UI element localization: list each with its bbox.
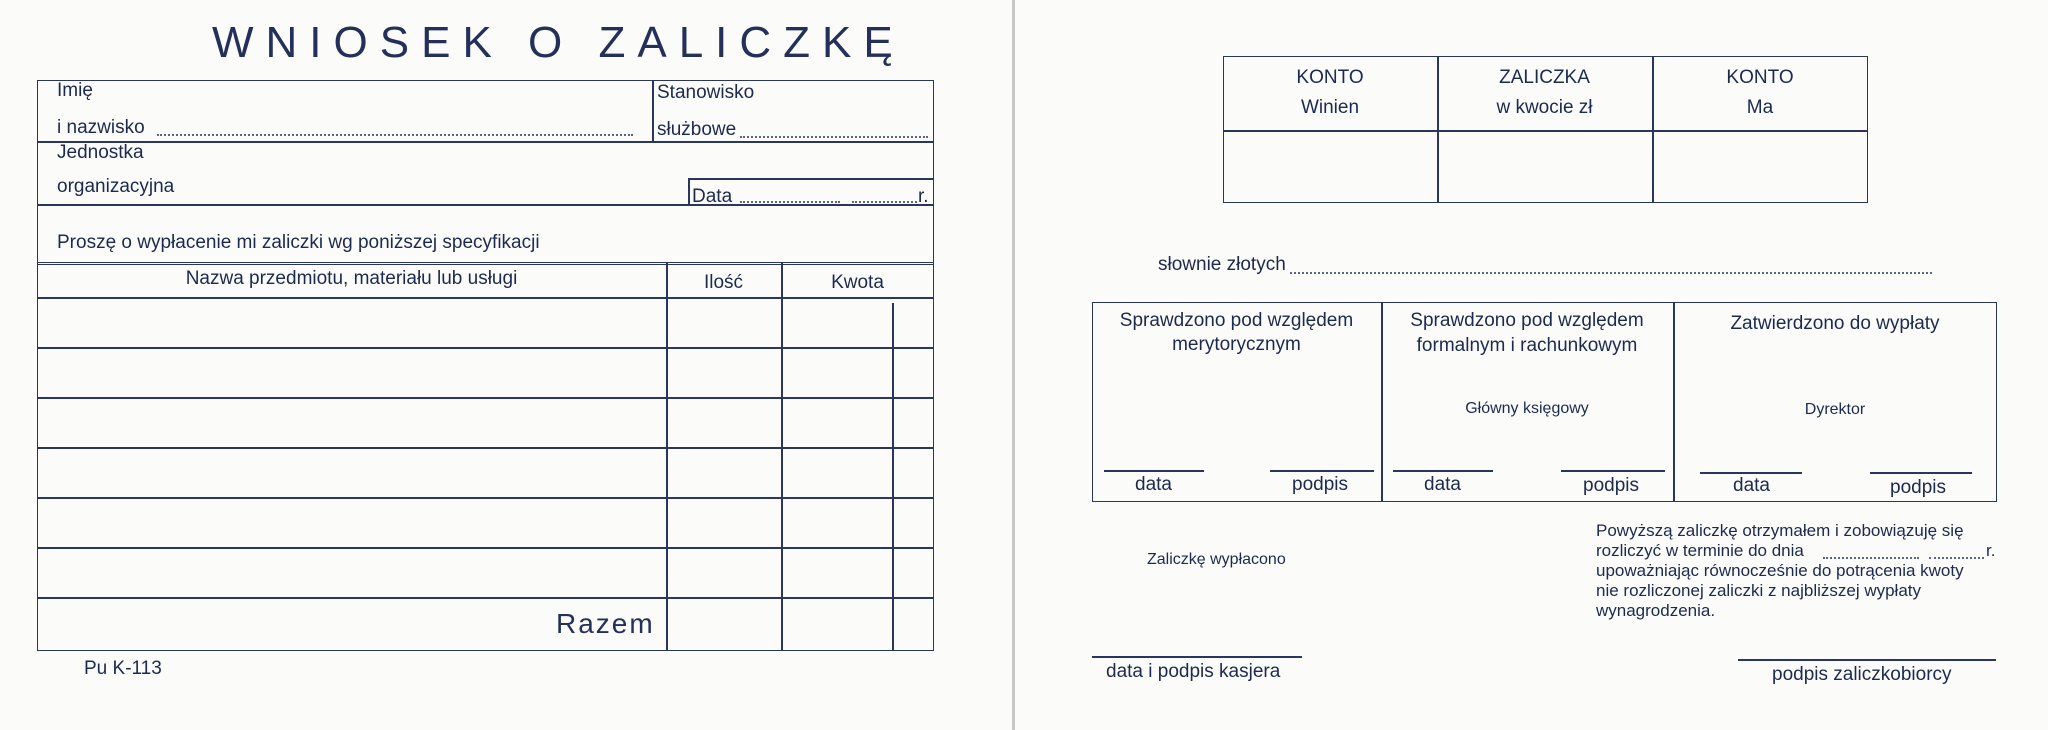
- col-header-amount: Kwota: [831, 272, 884, 293]
- unit-label: Jednostka: [57, 142, 144, 163]
- table-row: [37, 447, 934, 449]
- spec-table: [37, 262, 934, 651]
- date-label: data: [1135, 474, 1172, 495]
- table-row: [37, 497, 934, 499]
- chief-accountant-label: Główny księgowy: [1465, 400, 1589, 417]
- sign-line[interactable]: [1561, 470, 1665, 472]
- debit-header: KONTO: [1296, 67, 1364, 88]
- divider: [688, 178, 690, 205]
- request-text: Proszę o wypłacenie mi zaliczki wg poniższej specyfikacji: [57, 232, 540, 253]
- divider: [688, 178, 934, 180]
- formal-check-title: Sprawdzono pod względem: [1410, 310, 1644, 331]
- form-code: Pu K-113: [84, 658, 162, 679]
- surname-label: i nazwisko: [57, 117, 145, 138]
- words-field[interactable]: [1290, 272, 1932, 274]
- service-label: służbowe: [657, 119, 737, 140]
- advance-header: ZALICZKA: [1499, 67, 1590, 88]
- deadline-suffix: r.: [1986, 541, 1996, 560]
- date-label: Data: [692, 186, 733, 207]
- sign-line[interactable]: [1270, 470, 1374, 472]
- table-row: [37, 347, 934, 349]
- sign-label: podpis: [1292, 474, 1348, 495]
- table-row: [37, 597, 934, 599]
- recipient-sign-line[interactable]: [1738, 659, 1996, 661]
- cashier-sign-line[interactable]: [1092, 656, 1302, 658]
- date-label: data: [1424, 474, 1461, 495]
- deadline-field-year[interactable]: [1929, 557, 1984, 559]
- statement-line-3: upoważniając równocześnie do potrącenia kwoty: [1596, 561, 1964, 580]
- divider: [652, 80, 654, 142]
- statement-line-2: rozliczyć w terminie do dnia: [1596, 541, 1804, 560]
- substantive-check-title: Sprawdzono pod względem: [1119, 310, 1354, 331]
- divider: [37, 204, 934, 206]
- sign-label: podpis: [1890, 477, 1946, 498]
- date-line[interactable]: [1393, 470, 1493, 472]
- position-field[interactable]: [740, 136, 928, 138]
- approved-title: Zatwierdzono do wypłaty: [1730, 313, 1940, 334]
- table-row: [37, 397, 934, 399]
- cashier-label: data i podpis kasjera: [1106, 661, 1281, 682]
- date-field-year[interactable]: [852, 201, 917, 203]
- total-label: Razem: [556, 608, 655, 639]
- formal-check-title-2: formalnym i rachunkowym: [1416, 335, 1638, 356]
- unit-label-2: organizacyjna: [57, 176, 175, 197]
- debit-header-2: Winien: [1300, 97, 1360, 118]
- divider: [37, 141, 934, 143]
- paid-label: Zaliczkę wypłacono: [1147, 551, 1286, 568]
- statement-line-1: Powyższą zaliczkę otrzymałem i zobowiązuję się: [1596, 521, 1964, 540]
- sign-line[interactable]: [1870, 472, 1972, 474]
- position-label: Stanowisko: [657, 82, 755, 103]
- col-divider: [892, 303, 894, 651]
- statement-line-4: nie rozliczonej zaliczki z najbliższej wypłaty: [1596, 581, 1922, 600]
- date-line[interactable]: [1700, 472, 1802, 474]
- recipient-label: podpis zaliczkobiorcy: [1772, 664, 1952, 685]
- divider: [1223, 130, 1868, 132]
- form-title: WNIOSEK O ZALICZKĘ: [212, 18, 905, 67]
- advance-header-2: w kwocie zł: [1496, 97, 1593, 118]
- sign-label: podpis: [1583, 475, 1639, 496]
- date-suffix: r.: [918, 186, 929, 207]
- col-header-name: Nazwa przedmiotu, materiału lub usługi: [185, 268, 518, 289]
- credit-header-2: Ma: [1746, 97, 1774, 118]
- name-label: Imię: [57, 80, 93, 101]
- deadline-field[interactable]: [1823, 557, 1919, 559]
- col-header-qty: Ilość: [703, 272, 744, 293]
- statement-line-5: wynagrodzenia.: [1596, 601, 1716, 620]
- credit-header: KONTO: [1726, 67, 1794, 88]
- words-label: słownie złotych: [1158, 254, 1286, 275]
- col-divider: [666, 262, 668, 651]
- date-line[interactable]: [1104, 470, 1204, 472]
- page-fold: [1012, 0, 1015, 730]
- table-header-divider: [37, 297, 934, 299]
- surname-field[interactable]: [157, 134, 633, 136]
- date-field[interactable]: [740, 201, 840, 203]
- director-label: Dyrektor: [1804, 401, 1866, 418]
- table-row: [37, 547, 934, 549]
- col-divider: [781, 262, 783, 651]
- date-label: data: [1733, 475, 1770, 496]
- substantive-check-title-2: merytorycznym: [1172, 334, 1301, 355]
